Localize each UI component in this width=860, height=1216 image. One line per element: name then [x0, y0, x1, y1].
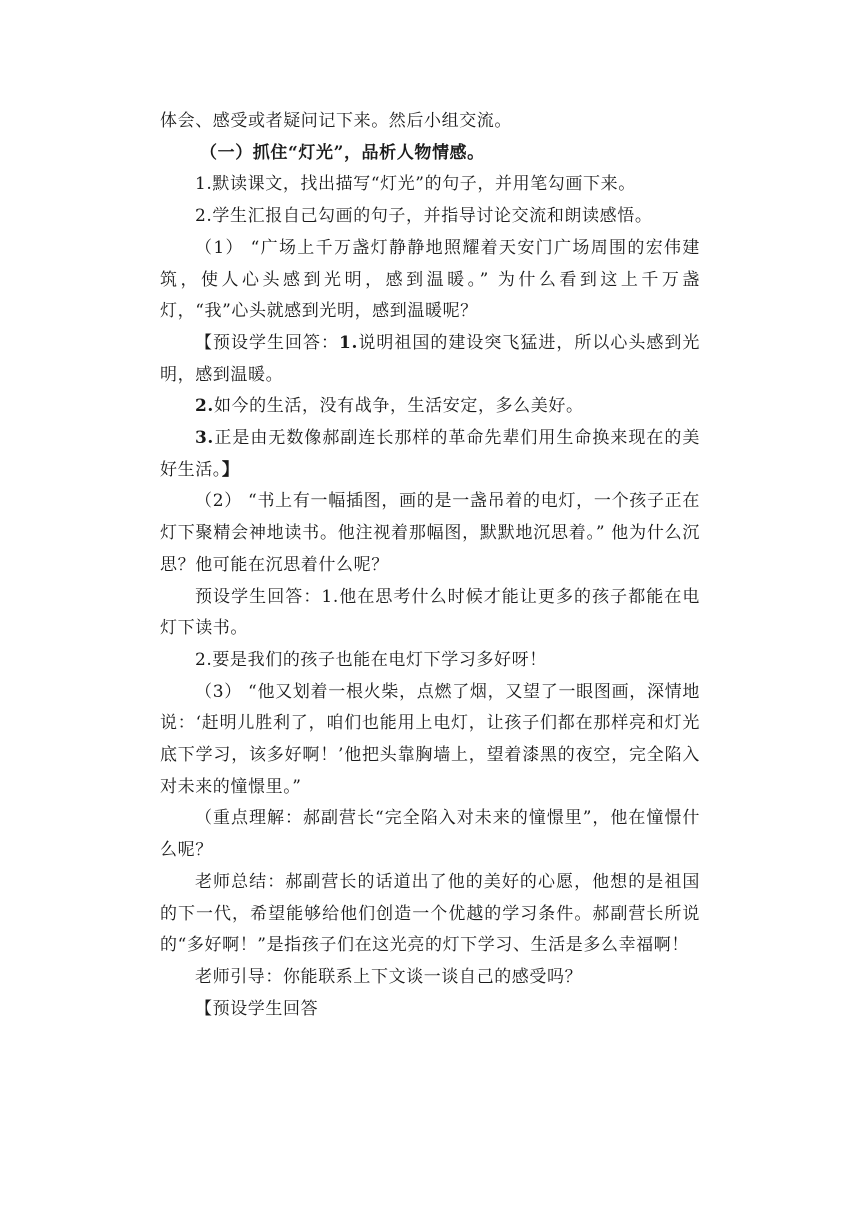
- answer-suffix: 】: [221, 459, 240, 480]
- answer-number: 1.: [339, 332, 358, 353]
- preset-answer-4: 预设学生回答：1.他在思考什么时候才能让更多的孩子都能在电灯下读书。: [160, 586, 700, 639]
- preset-answer-1: [160, 328, 700, 391]
- step-1: 1.默读课文，找出描写“灯光”的句子，并用笔勾画下来。: [195, 174, 636, 195]
- document-body: [160, 106, 700, 1025]
- preset-answer-5: 2.要是我们的孩子也能在电灯下学习多好呀！: [195, 649, 547, 670]
- step-2: 2.学生汇报自己勾画的句子，并指导讨论交流和朗读感悟。: [195, 206, 653, 227]
- teacher-summary: 老师总结：郝副营长的话道出了他的美好的心愿，他想的是祖国的下一代，希望能够给他们创造一个优越的学习条件。郝副营长所说的“多好啊！”是指孩子们在这光亮的灯下学习、生活是多么幸福啊！: [160, 871, 700, 956]
- section-heading: （一）抓住“灯光”，品析人物情感。: [200, 142, 485, 163]
- preset-answer-open: 【预设学生回答: [195, 998, 319, 1019]
- answer-number: 2.: [195, 396, 214, 417]
- key-understanding: （重点理解：郝副营长“完全陷入对未来的憧憬里”，他在憧憬什么呢？: [160, 808, 700, 861]
- paragraph-continuation: 体会、感受或者疑问记下来。然后小组交流。: [160, 111, 512, 131]
- answer-text: 正是由无数像郝副连长那样的革命先辈们用生命换来现在的美好生活。: [160, 428, 700, 480]
- answer-number: 3.: [195, 428, 214, 449]
- preset-answer-2: [160, 391, 700, 423]
- quote-2: （2） “书上有一幅插图，画的是一盏吊着的电灯，一个孩子正在灯下聚精会神地读书。他注视着那幅图，默默地沉思着。” 他为什么沉思？他可能在沉思着什么呢？: [160, 491, 700, 575]
- teacher-guide: 老师引导：你能联系上下文谈一谈自己的感受吗？: [195, 966, 583, 987]
- answer-text: 说明祖国的建设突飞猛进，所以心头感到光明，感到温暖。: [160, 332, 700, 385]
- quote-3: （3） “他又划着一根火柴，点燃了烟，又望了一眼图画，深情地说：‘赶明儿胜利了，咱们也能用上电灯，让孩子们都在那样亮和灯光底下学习，该多好啊！’他把头靠胸墙上，望着漆黑的夜空，完全陷入对未来的憧憬里。”: [160, 681, 700, 797]
- preset-answer-3: [160, 423, 700, 486]
- answer-text: 如今的生活，没有战争，生活安定，多么美好。: [213, 396, 584, 417]
- quote-1: （1） “广场上千万盏灯静静地照耀着天安门广场周围的宏伟建筑，使人心头感到光明，感到温暖。” 为什么看到这上千万盏灯，“我”心头就感到光明，感到温暖呢？: [160, 237, 700, 322]
- preset-answer-prefix: 【预设学生回答：: [195, 332, 340, 353]
